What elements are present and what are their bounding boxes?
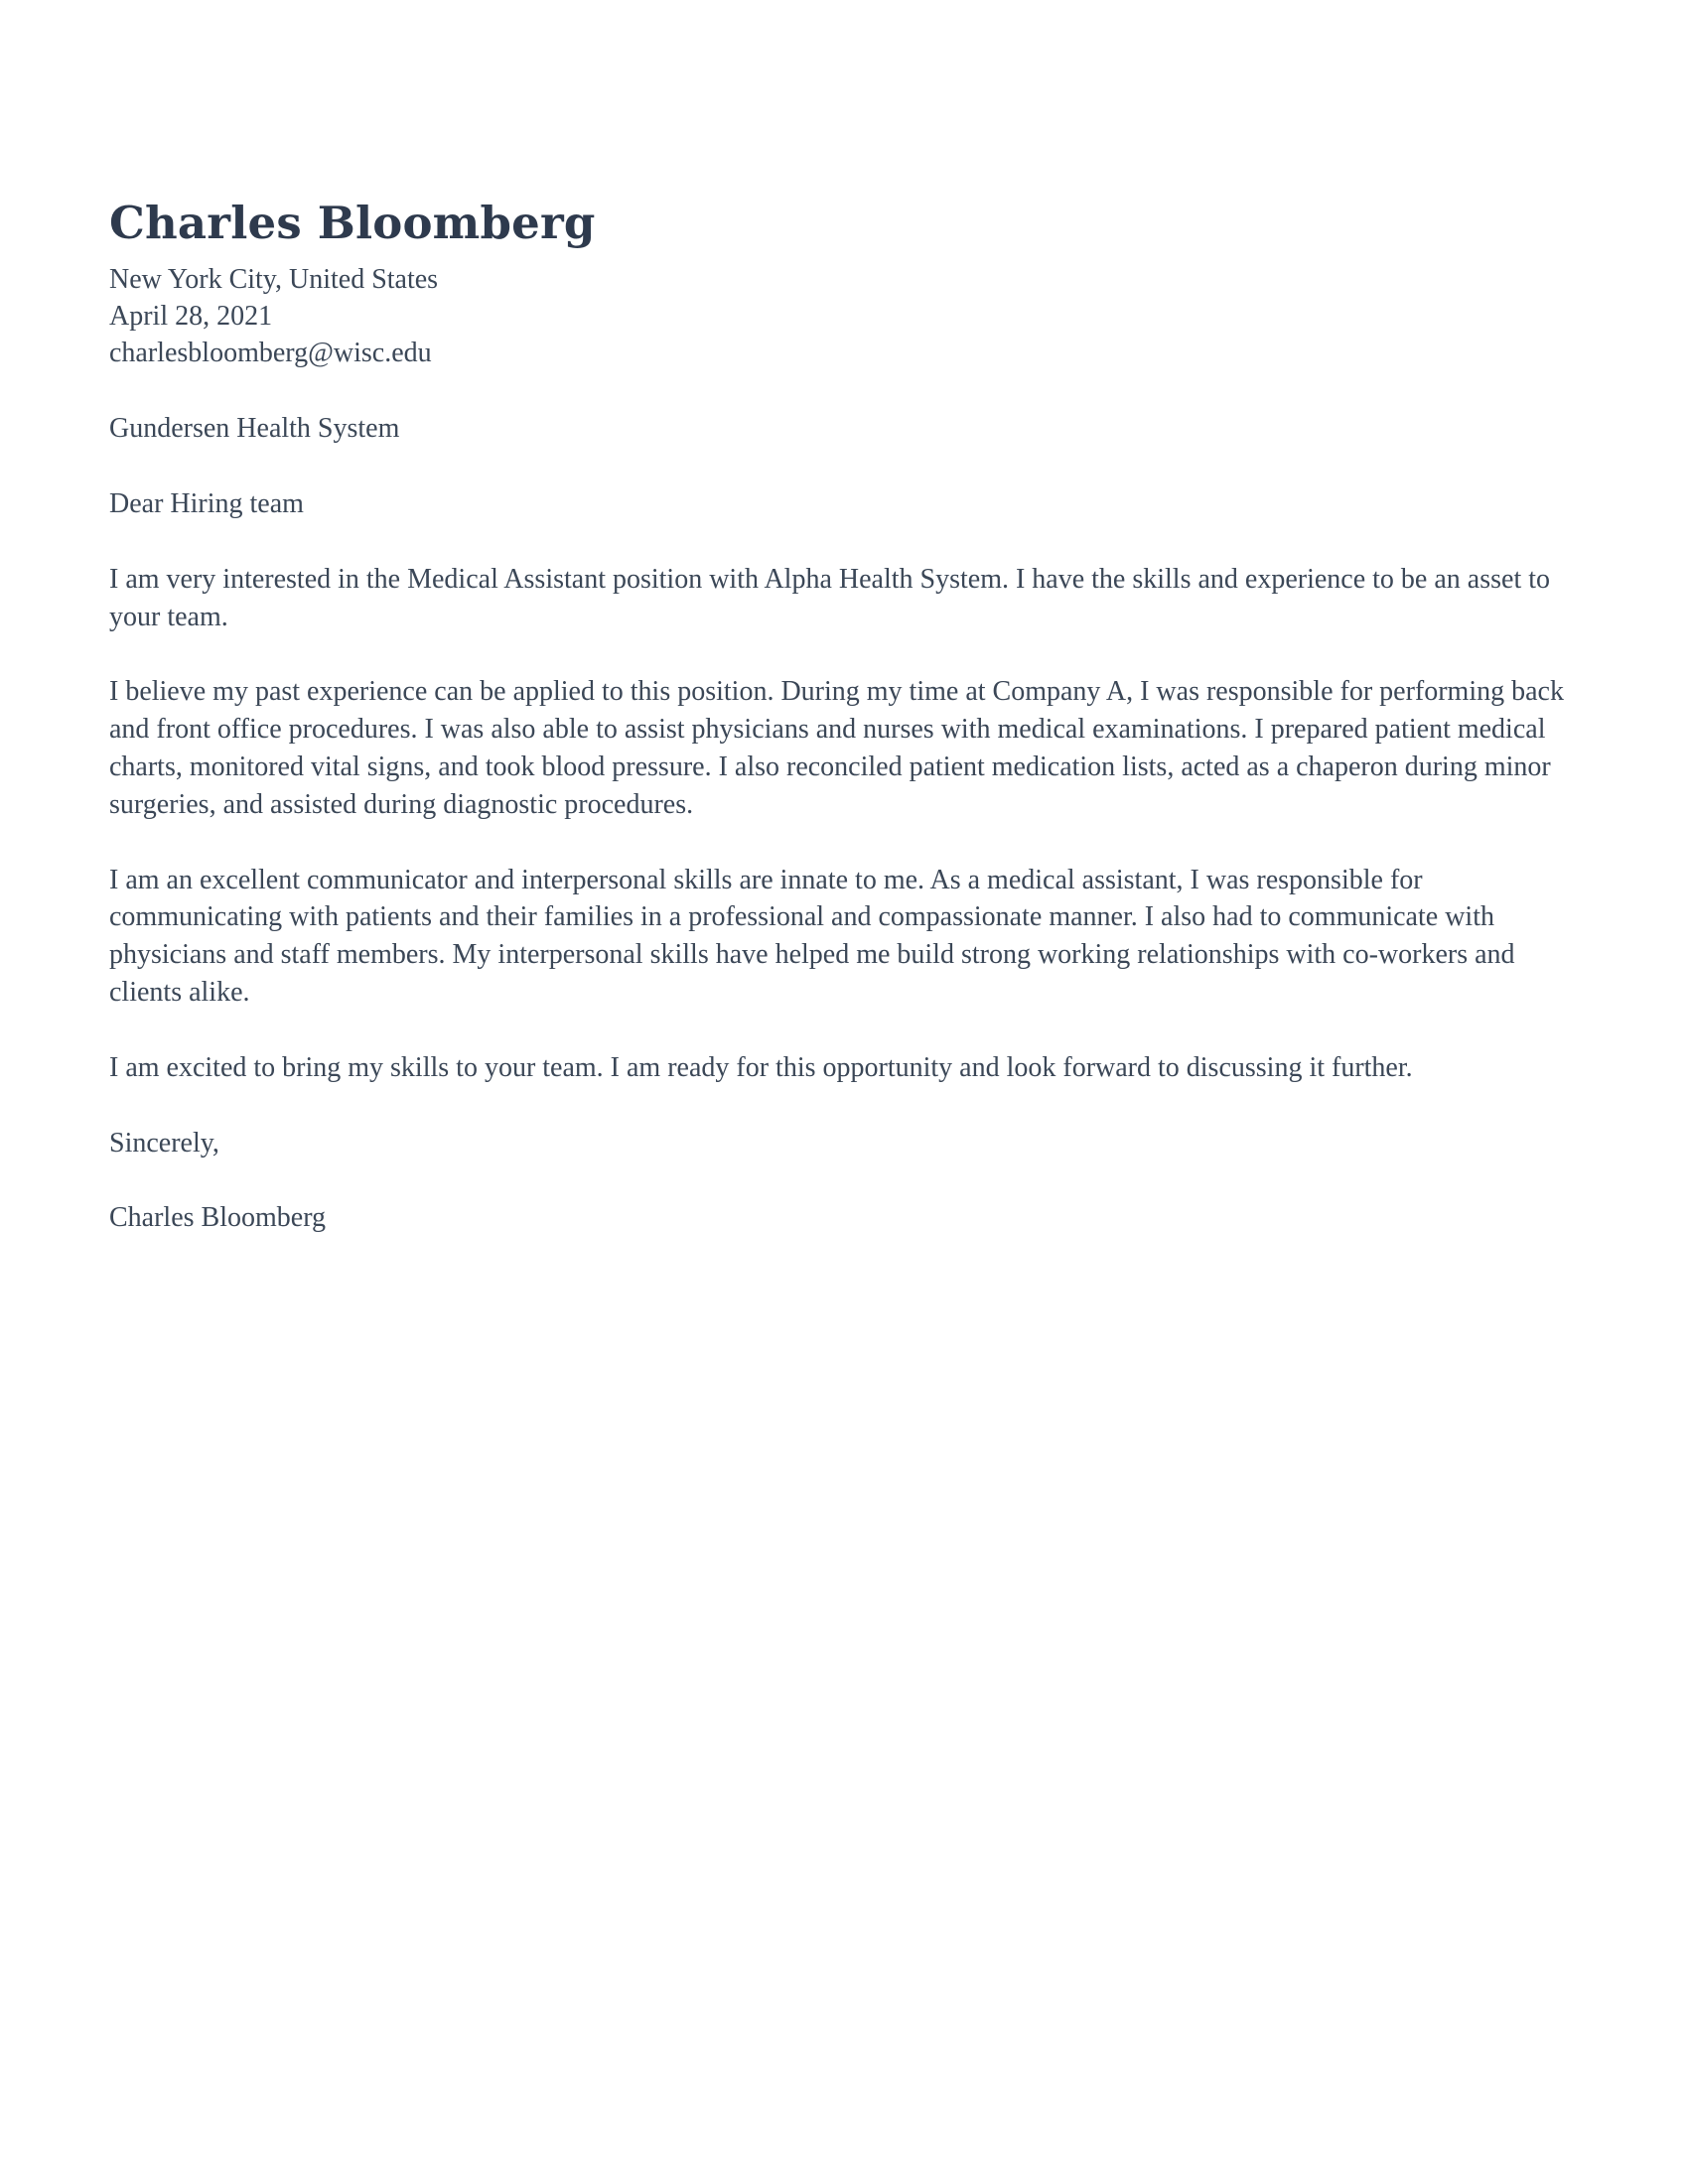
contact-date: April 28, 2021 — [109, 301, 273, 333]
applicant-name-heading: Charles Bloomberg — [109, 197, 596, 249]
spacer-before-closing — [109, 1087, 1571, 1125]
body-paragraph-4: I am excited to bring my skills to your team. I am ready for this opportunity and look forward to discussing it further. — [109, 1051, 1413, 1083]
salutation: Dear Hiring team — [109, 488, 304, 520]
contact-email: charlesbloomberg@wisc.edu — [109, 338, 432, 369]
spacer-after-contact — [109, 372, 1571, 410]
closing-salutation: Sincerely, — [109, 1127, 219, 1159]
spacer-paragraph-1 — [109, 635, 1571, 673]
body-paragraph-2: I believe my past experience can be applied to this position. During my time at Company A, I was responsible for performing back and front office procedures. I was also able to assist physicians and nurses with medical examinations. I prepared patient medical charts, monitored vital signs, and took blood pressure. I also reconciled patient medication lists, acted as a chaperon during minor surgeries, and assisted during diagnostic procedures. — [109, 676, 1564, 820]
contact-location: New York City, United States — [109, 264, 439, 296]
spacer-after-recipient — [109, 448, 1571, 485]
spacer-after-salutation — [109, 523, 1571, 561]
signature-name: Charles Bloomberg — [109, 1202, 327, 1234]
letter-content — [109, 199, 1571, 1237]
spacer-paragraph-2 — [109, 824, 1571, 862]
spacer-before-signature — [109, 1161, 1571, 1199]
spacer-paragraph-3 — [109, 1012, 1571, 1049]
recipient-organization: Gundersen Health System — [109, 413, 400, 445]
body-paragraph-1: I am very interested in the Medical Assistant position with Alpha Health System. I have the skills and experience to be an asset to your team. — [109, 563, 1550, 632]
contact-block — [109, 262, 1571, 372]
body-paragraph-3: I am an excellent communicator and interpersonal skills are innate to me. As a medical assistant, I was responsible for communicating with patients and their families in a professional and compassionate manner. I also had to communicate with physicians and staff members. My interpersonal skills have helped me build strong working relationships with co-workers and clients alike. — [109, 864, 1515, 1009]
